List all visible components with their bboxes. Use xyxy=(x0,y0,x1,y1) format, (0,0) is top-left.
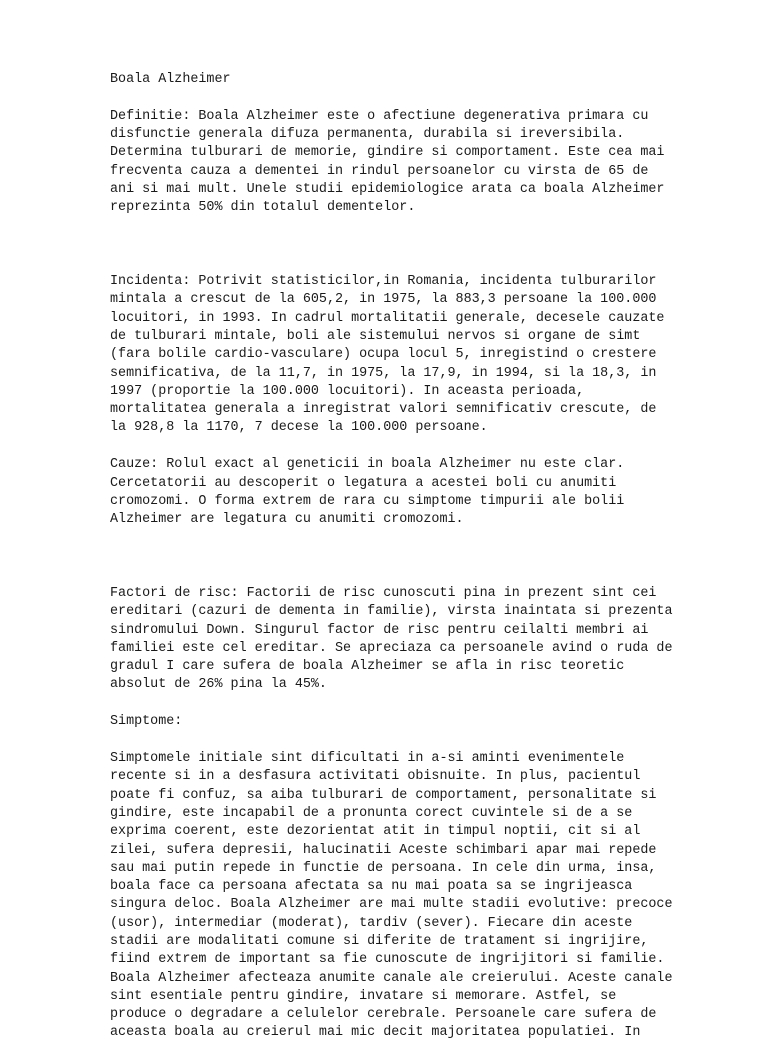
simptome-line: fiind extrem de important sa fie cunoscute de ingrijitori si familie. xyxy=(110,952,665,968)
incidenta-line: la 928,8 la 1170, 7 decese la 100.000 persoane. xyxy=(110,420,488,436)
simptome-line: singura deloc. Boala Alzheimer are mai multe stadii evolutive: precoce xyxy=(110,897,673,913)
cauze-line: Alzheimer are legatura cu anumiti cromozomi. xyxy=(110,512,464,528)
incidenta-line: mortalitatea generala a inregistrat valori semnificativ crescute, de xyxy=(110,402,657,418)
definitie-line: Determina tulburari de memorie, gindire si comportament. Este cea mai xyxy=(110,145,665,161)
incidenta-line: 1997 (proportie la 100.000 locuitori). In aceasta perioada, xyxy=(110,383,585,399)
definitie-line: disfunctie generala difuza permanenta, durabila si ireversibila. xyxy=(110,127,625,143)
factori-de-risc-line: Factori de risc: Factorii de risc cunoscuti pina in prezent sint cei xyxy=(110,585,657,601)
factori-de-risc-line: gradul I care sufera de boala Alzheimer se afla in risc teoretic xyxy=(110,659,625,675)
cauze-line: Cauze: Rolul exact al geneticii in boala Alzheimer nu este clar. xyxy=(110,457,625,473)
simptome-line: boala face ca persoana afectata sa nu mai poata sa se ingrijeasca xyxy=(110,879,633,895)
cauze-line: cromozomi. O forma extrem de rara cu simptome timpurii ale bolii xyxy=(110,493,625,509)
simptome-line: aceasta boala au creierul mai mic decit majoritatea populatiei. In xyxy=(110,1025,641,1041)
definitie-line: Definitie: Boala Alzheimer este o afectiune degenerativa primara cu xyxy=(110,108,649,124)
simptome-line: produce o degradare a celulelor cerebrale. Persoanele care sufera de xyxy=(110,1007,657,1023)
simptome-line: zilei, sufera depresii, halucinatii Aceste schimbari apar mai repede xyxy=(110,842,657,858)
definitie-line: ani si mai mult. Unele studii epidemiologice arata ca boala Alzheimer xyxy=(110,181,665,197)
simptome-line: stadii are modalitati comune si diferite de tratament si ingrijire, xyxy=(110,933,649,949)
simptome-line: (usor), intermediar (moderat), tardiv (sever). Fiecare din aceste xyxy=(110,915,633,931)
simptome-line: gindire, este incapabil de a pronunta corect cuvintele si de a se xyxy=(110,805,633,821)
incidenta-line: Incidenta: Potrivit statisticilor,in Romania, incidenta tulburarilor xyxy=(110,274,657,290)
document-title: Boala Alzheimer xyxy=(110,72,231,87)
simptome-line: exprima coerent, este dezorientat atit in timpul noptii, cit si al xyxy=(110,824,641,840)
cauze-line: Cercetatorii au descoperit o legatura a acestei boli cu anumiti xyxy=(110,475,617,491)
definitie-line: reprezinta 50% din totalul dementelor. xyxy=(110,200,416,216)
simptome-line: Boala Alzheimer afecteaza anumite canale ale creierului. Aceste canale xyxy=(110,970,673,986)
simptome-line: Simptomele initiale sint dificultati in a-si aminti evenimentele xyxy=(110,751,625,767)
factori-de-risc-line: absolut de 26% pina la 45%. xyxy=(110,677,327,693)
simptome-line: sint esentiale pentru gindire, invatare si memorare. Astfel, se xyxy=(110,988,617,1004)
incidenta-line: de tulburari mintale, boli ale sistemului nervos si organe de simt xyxy=(110,328,641,344)
document-body xyxy=(110,71,720,1043)
factori-de-risc-line: familiei este cel ereditar. Se apreciaza ca persoanele avind o ruda de xyxy=(110,640,673,656)
definitie-line: frecventa cauza a dementei in rindul persoanelor cu virsta de 65 de xyxy=(110,163,649,179)
incidenta-line: semnificativa, de la 11,7, in 1975, la 17,9, in 1994, si la 18,3, in xyxy=(110,365,657,381)
factori-de-risc-line: ereditari (cazuri de dementa in familie), virsta inaintata si prezenta xyxy=(110,604,673,620)
factori-de-risc-line: sindromului Down. Singurul factor de risc pentru ceilalti membri ai xyxy=(110,622,649,638)
simptome-line: poate fi confuz, sa aiba tulburari de comportament, personalitate si xyxy=(110,787,657,803)
simptome-line: sau mai putin repede in functie de persoana. In cele din urma, insa, xyxy=(110,860,657,876)
simptome-line: recente si in a desfasura activitati obisnuite. In plus, pacientul xyxy=(110,769,641,785)
incidenta-line: locuitori, in 1993. In cadrul mortalitatii generale, decesele cauzate xyxy=(110,310,665,326)
incidenta-line: mintala a crescut de la 605,2, in 1975, la 883,3 persoane la 100.000 xyxy=(110,292,657,308)
incidenta-line: (fara bolile cardio-vasculare) ocupa locul 5, inregistind o crestere xyxy=(110,347,657,363)
simptome-heading: Simptome: xyxy=(110,714,183,730)
